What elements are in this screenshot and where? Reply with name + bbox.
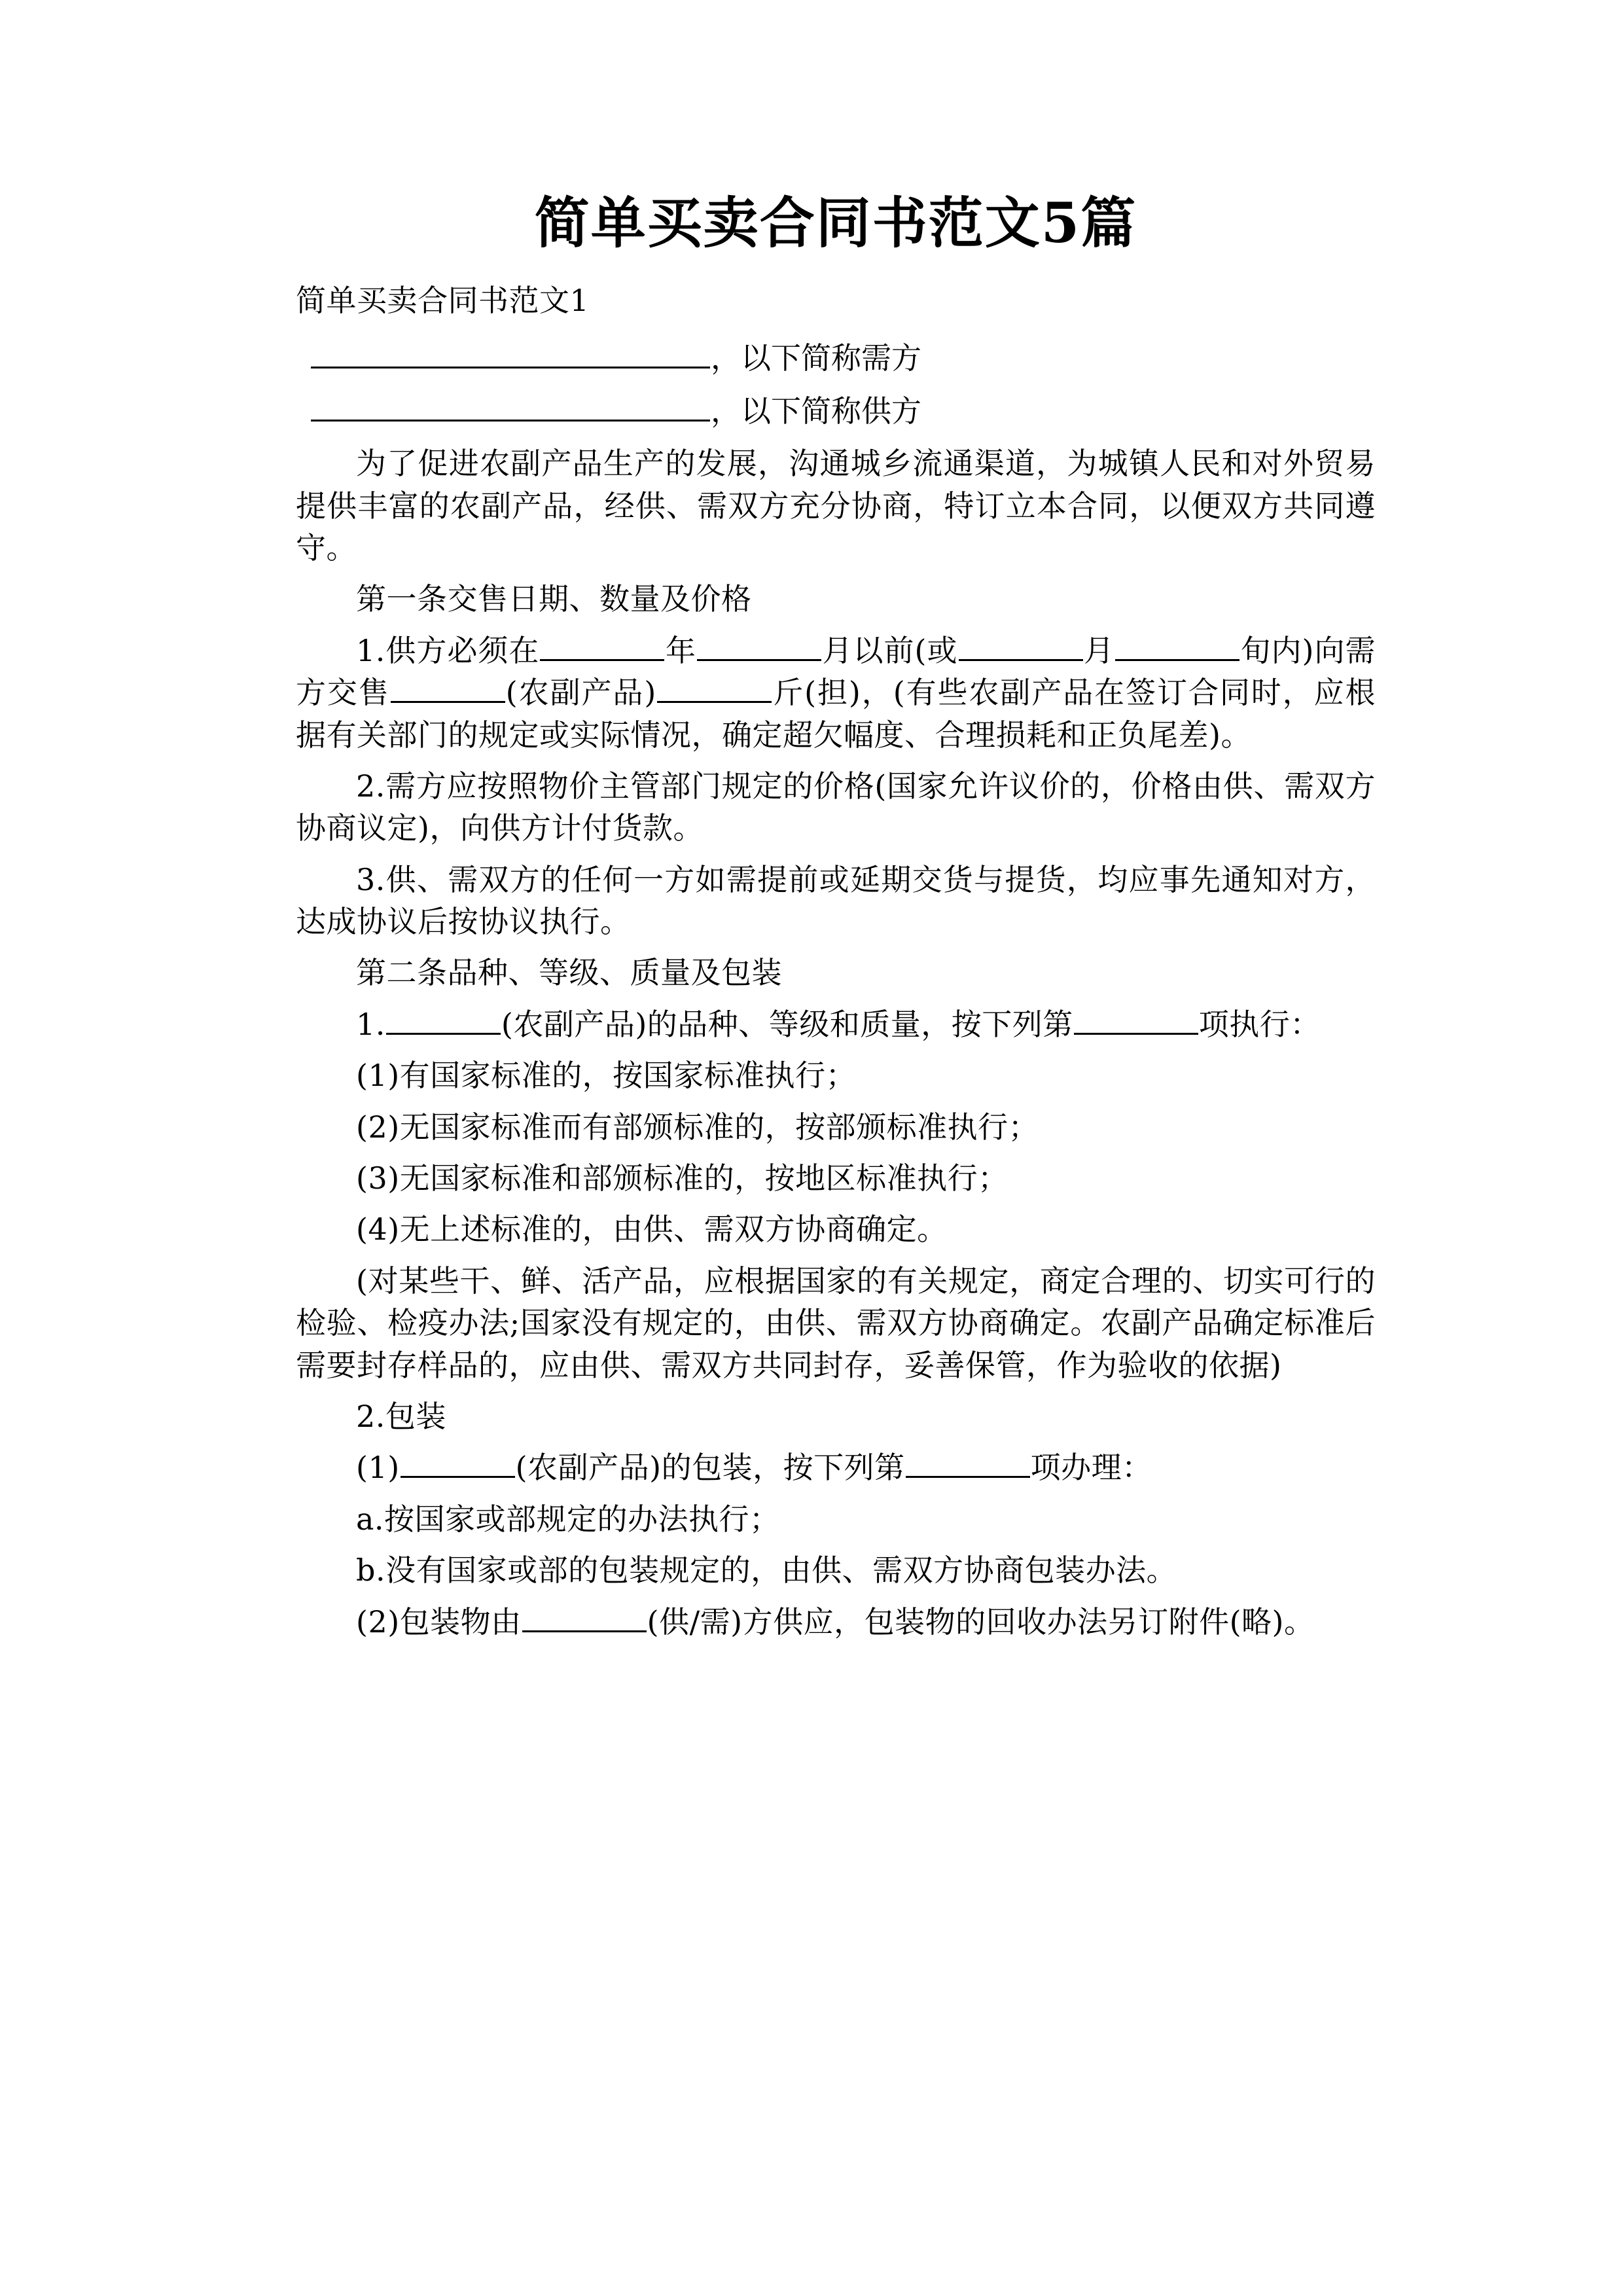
party-line-demand: [296, 337, 1376, 379]
party-line-demand-label: ，以下简称需方: [711, 340, 921, 376]
party-line-supply-label: ，以下简称供方: [711, 393, 921, 429]
blank-field-supply-party[interactable]: [311, 392, 710, 422]
article-one-item-1-part-5: 旬内)向需方交售: [296, 632, 1376, 711]
article-two-note: (对某些干、鲜、活产品，应根据国家的有关规定，商定合理的、切实可行的检验、检疫办法;国家没有规定的，由供、需双方协商确定。农副产品确定标准后需要封存样品的，应由供、需双方共同封存，妥善保管，作为验收的依据): [296, 1263, 1376, 1383]
blank-field-packaging-product[interactable]: [401, 1448, 515, 1478]
blank-field-year[interactable]: [540, 632, 664, 661]
blank-field-product-name-2[interactable]: [386, 1005, 501, 1035]
blank-field-demand-party[interactable]: [311, 339, 710, 368]
blank-field-packaging-supplier[interactable]: [522, 1603, 647, 1632]
article-one-item-1-part-6: (农副产品): [505, 675, 656, 711]
article-two-item-2-sub-2-part-2: (供/需)方供应，包装物的回收办法另订附件(略)。: [647, 1604, 1315, 1640]
article-two-item-1-part-1: 1.: [356, 1006, 385, 1042]
article-two-sub-item-4: (4)无上述标准的，由供、需双方协商确定。: [356, 1211, 948, 1247]
preamble-paragraph: 为了促进农副产品生产的发展，沟通城乡流通渠道，为城镇人民和对外贸易提供丰富的农副产品，经供、需双方充分协商，特订立本合同，以便双方共同遵守。: [296, 446, 1376, 565]
article-one-item-1: [296, 630, 1376, 756]
article-one-item-1-part-2: 年: [665, 632, 696, 668]
article-one-item-1-part-4: 月: [1083, 632, 1115, 668]
article-two-item-2-sub-1-part-1: (1): [356, 1450, 400, 1486]
article-two-item-2-heading: 2.包装: [356, 1398, 446, 1434]
document-subheading: 简单买卖合同书范文1: [296, 283, 590, 318]
article-one-item-3: 3.供、需双方的任何一方如需提前或延期交货与提货，均应事先通知对方，达成协议后按协议执行。: [296, 861, 1376, 940]
spacer: [296, 331, 1376, 337]
article-two-item-2-option-b: b.没有国家或部的包装规定的，由供、需双方协商包装办法。: [356, 1552, 1177, 1588]
article-two-sub-item-3: (3)无国家标准和部颁标准的，按地区标准执行；: [356, 1160, 1008, 1196]
blank-field-ten-day-period[interactable]: [1115, 632, 1240, 661]
article-one-heading: 第一条交售日期、数量及价格: [356, 581, 752, 617]
article-two-item-2-sub-1-part-2: (农副产品)的包装，按下列第: [515, 1450, 905, 1486]
article-two-heading: 第二条品种、等级、质量及包装: [356, 955, 782, 991]
article-one-item-1-part-7: 斤(担)，(有些农副产品在签订合同时，应根据有关部门的规定或实际情况，确定超欠幅度、合理损耗和正负尾差)。: [296, 675, 1376, 753]
blank-field-clause-number[interactable]: [1074, 1005, 1198, 1035]
blank-field-packaging-clause-number[interactable]: [906, 1448, 1030, 1478]
article-two-sub-item-1: (1)有国家标准的，按国家标准执行；: [356, 1058, 857, 1094]
article-one-item-1-part-1: 1.供方必须在: [356, 632, 540, 668]
article-two-item-2-sub-2-part-1: (2)包装物由: [356, 1604, 522, 1640]
article-one-item-1-part-3: 月以前(或: [821, 632, 958, 668]
article-two-item-1: [296, 1003, 1376, 1045]
blank-field-quantity[interactable]: [657, 673, 772, 703]
article-two-sub-item-2: (2)无国家标准而有部颁标准的，按部颁标准执行；: [356, 1109, 1039, 1145]
article-two-item-1-part-2: (农副产品)的品种、等级和质量，按下列第: [501, 1006, 1073, 1042]
article-two-item-2-option-a: a.按国家或部规定的办法执行；: [356, 1501, 780, 1537]
article-two-item-2-sub-1: [296, 1446, 1376, 1488]
blank-field-product-name[interactable]: [391, 673, 505, 703]
blank-field-month[interactable]: [697, 632, 821, 661]
article-two-item-1-part-3: 项执行：: [1198, 1006, 1321, 1042]
article-one-item-2: 2.需方应按照物价主管部门规定的价格(国家允许议价的，价格由供、需双方协商议定)，向供方计付货款。: [296, 768, 1376, 846]
blank-field-alt-month[interactable]: [959, 632, 1083, 661]
article-two-item-2-sub-2: [296, 1601, 1376, 1643]
party-line-supply: [296, 390, 1376, 432]
document-content: [296, 169, 1376, 1652]
page-title: 简单买卖合同书范文5篇: [534, 190, 1137, 255]
article-two-item-2-sub-1-part-3: 项办理：: [1030, 1450, 1152, 1486]
